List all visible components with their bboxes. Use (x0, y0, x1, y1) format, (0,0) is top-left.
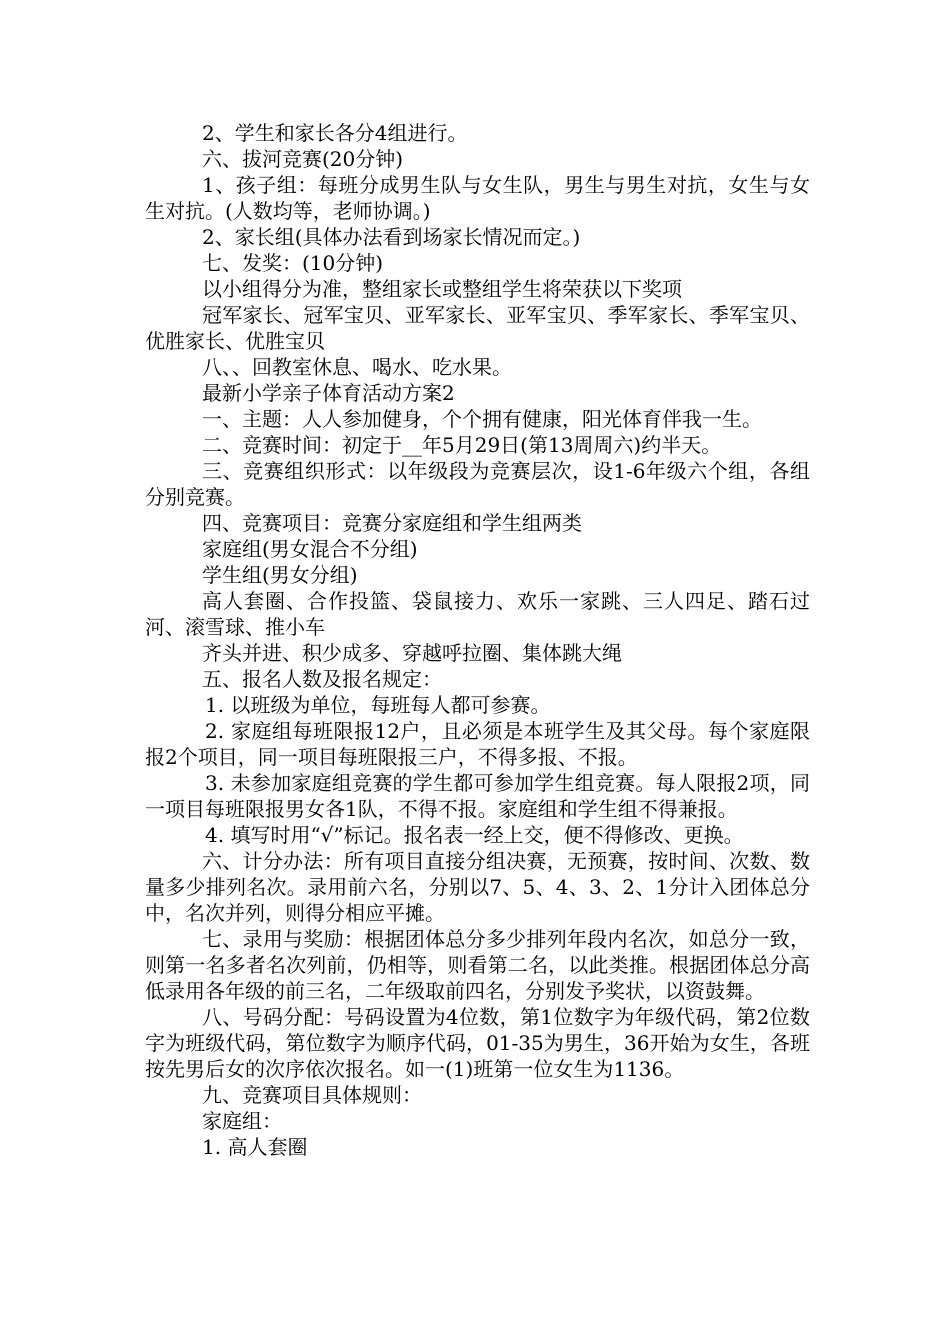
section-heading: 八、、回教室休息、喝水、吃水果。 (202, 355, 512, 379)
list-item: 4. 填写时用“√”标记。报名表一经上交，便不得修改、更换。 (205, 823, 744, 847)
section-heading: 六、计分办法：所有项目直接分组决赛，无预赛，按时间、次数、数量多少排列名次。录用前六名，分别以7、5、4、3、2、1分计入团体总分中，名次并列，则得分相应平摊。 (145, 849, 810, 925)
section-heading: 八、号码分配：号码设置为4位数，第1位数字为年级代码，第2位数字为班级代码，第位数字为顺序代码，01-35为男生，36开始为女生，各班按先男后女的次序依次报名。如一(1)班第一位女生为1136。 (145, 1005, 810, 1081)
section-heading: 七、录用与奖励：根据团体总分多少排列年段内名次，如总分一致，则第一名多者名次列前，仍相等，则看第二名，以此类推。根据团体总分高低录用各年级的前三名，二年级取前四名，分别发予奖状，以资鼓舞。 (145, 927, 810, 1003)
paragraph: 学生组(男女分组) (202, 563, 358, 587)
paragraph: 1、孩子组：每班分成男生队与女生队，男生与男生对抗，女生与女生对抗。(人数均等，老师协调。) (145, 173, 810, 223)
paragraph: 高人套圈、合作投篮、袋鼠接力、欢乐一家跳、三人四足、踏石过河、滚雪球、推小车 (145, 589, 810, 639)
section-heading: 五、报名人数及报名规定： (202, 667, 442, 691)
list-item: 1. 高人套圈 (202, 1135, 308, 1159)
paragraph: 齐头并进、积少成多、穿越呼拉圈、集体跳大绳 (202, 641, 622, 665)
section-heading: 四、竞赛项目：竞赛分家庭组和学生组两类 (202, 511, 582, 535)
paragraph: 家庭组(男女混合不分组) (202, 537, 418, 561)
document-subtitle: 最新小学亲子体育活动方案2 (202, 381, 455, 405)
section-heading: 三、竞赛组织形式：以年级段为竞赛层次，设1-6年级六个组，各组分别竞赛。 (145, 459, 810, 509)
section-heading: 二、竞赛时间：初定于__年5月29日(第13周周六)约半天。 (202, 433, 722, 457)
list-item: 2. 家庭组每班限报12户，且必须是本班学生及其父母。每个家庭限报2个项目，同一项目每班限报三户，不得多报、不报。 (145, 719, 810, 769)
paragraph: 家庭组： (202, 1109, 282, 1133)
list-item: 3. 未参加家庭组竞赛的学生都可参加学生组竞赛。每人限报2项，同一项目每班限报男女各1队，不得不报。家庭组和学生组不得兼报。 (145, 771, 810, 821)
paragraph: 以小组得分为准，整组家长或整组学生将荣获以下奖项 (202, 277, 682, 301)
section-heading: 六、拔河竞赛(20分钟) (202, 147, 404, 171)
list-item: 1. 以班级为单位，每班每人都可参赛。 (205, 693, 551, 717)
paragraph: 2、学生和家长各分4组进行。 (202, 121, 468, 145)
document-body (145, 120, 810, 1160)
section-heading: 七、发奖：(10分钟) (202, 251, 384, 275)
section-heading: 九、竞赛项目具体规则： (202, 1083, 422, 1107)
paragraph: 2、家长组(具体办法看到场家长情况而定。) (202, 225, 581, 249)
paragraph: 冠军家长、冠军宝贝、亚军家长、亚军宝贝、季军家长、季军宝贝、优胜家长、优胜宝贝 (145, 303, 810, 353)
section-heading: 一、主题：人人参加健身，个个拥有健康，阳光体育伴我一生。 (202, 407, 762, 431)
